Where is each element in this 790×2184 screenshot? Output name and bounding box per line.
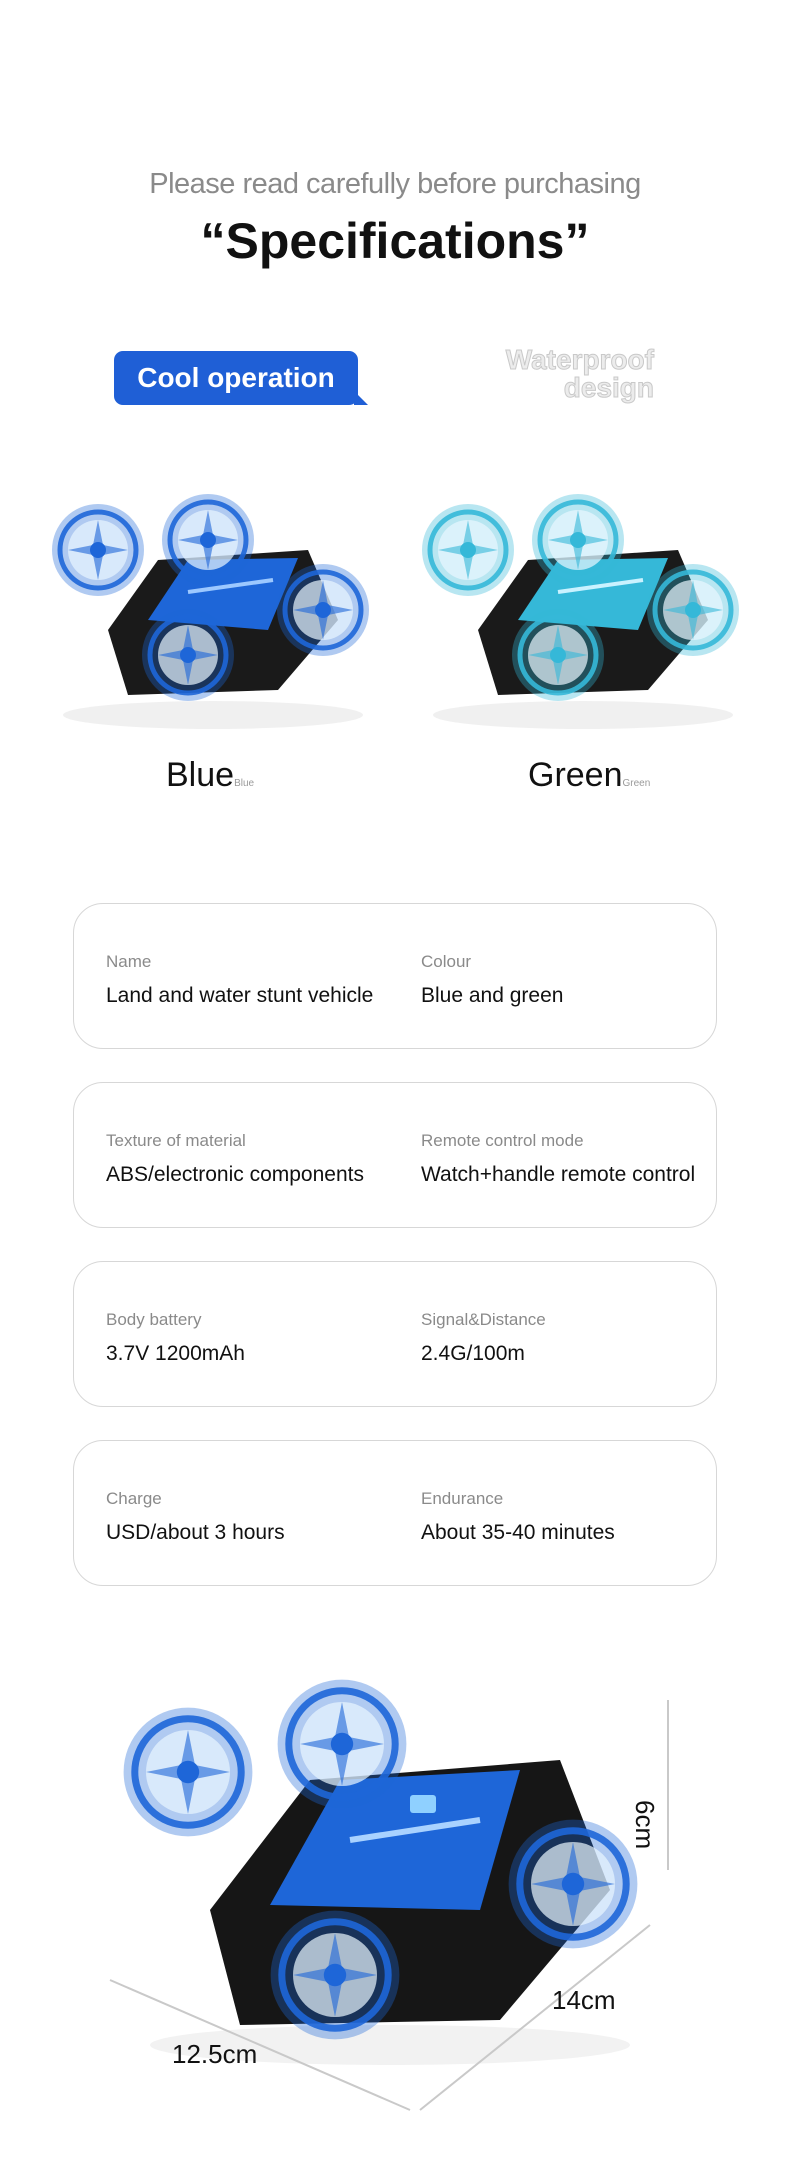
watermark-line-2: design	[563, 372, 654, 403]
variant-blue-sub: Blue	[234, 778, 255, 789]
spec-card-1	[73, 903, 717, 1049]
spec-signal	[421, 1310, 546, 1366]
dimension-depth: 14cm	[552, 1985, 616, 2015]
spec-label: Charge	[106, 1489, 162, 1508]
spec-material	[106, 1131, 364, 1187]
green-car-image	[408, 480, 758, 750]
subtitle: Please read carefully before purchasing	[149, 168, 641, 200]
spec-colour	[421, 952, 563, 1008]
spec-value: USD/about 3 hours	[106, 1521, 285, 1544]
spec-label: Colour	[421, 952, 472, 971]
dimension-width: 12.5cm	[172, 2039, 258, 2069]
spec-endurance	[421, 1489, 615, 1545]
spec-value: Watch+handle remote control	[421, 1163, 696, 1186]
waterproof-watermark	[470, 346, 654, 402]
spec-value: Blue and green	[421, 984, 564, 1007]
spec-label: Texture of material	[106, 1131, 246, 1150]
spec-label: Name	[106, 952, 152, 971]
variant-blue	[166, 756, 254, 795]
cool-operation-badge: Cool operation	[114, 351, 358, 405]
spec-value: ABS/electronic components	[106, 1163, 364, 1186]
spec-value: 3.7V 1200mAh	[106, 1342, 245, 1365]
watermark-line-1: Waterproof	[505, 344, 654, 375]
spec-card-4	[73, 1440, 717, 1586]
variant-green-sub: Green	[622, 778, 651, 789]
spec-remote-mode	[421, 1131, 695, 1187]
spec-value: About 35-40 minutes	[421, 1521, 615, 1544]
spec-label: Body battery	[106, 1310, 202, 1329]
spec-card-2	[73, 1082, 717, 1228]
spec-label: Signal&Distance	[421, 1310, 546, 1329]
spec-value: 2.4G/100m	[421, 1342, 525, 1365]
spec-card-3	[73, 1261, 717, 1407]
spec-name	[106, 952, 373, 1008]
blue-car-image	[38, 480, 388, 750]
variant-green-name: Green	[528, 756, 623, 794]
spec-charge	[106, 1489, 285, 1545]
variant-blue-name: Blue	[166, 756, 235, 794]
page-title: “Specifications”	[200, 213, 590, 269]
variant-green	[528, 756, 650, 795]
spec-label: Remote control mode	[421, 1131, 584, 1150]
spec-battery	[106, 1310, 245, 1366]
spec-value: Land and water stunt vehicle	[106, 984, 374, 1007]
spec-label: Endurance	[421, 1489, 504, 1508]
dimension-height: 6cm	[630, 1800, 660, 1850]
